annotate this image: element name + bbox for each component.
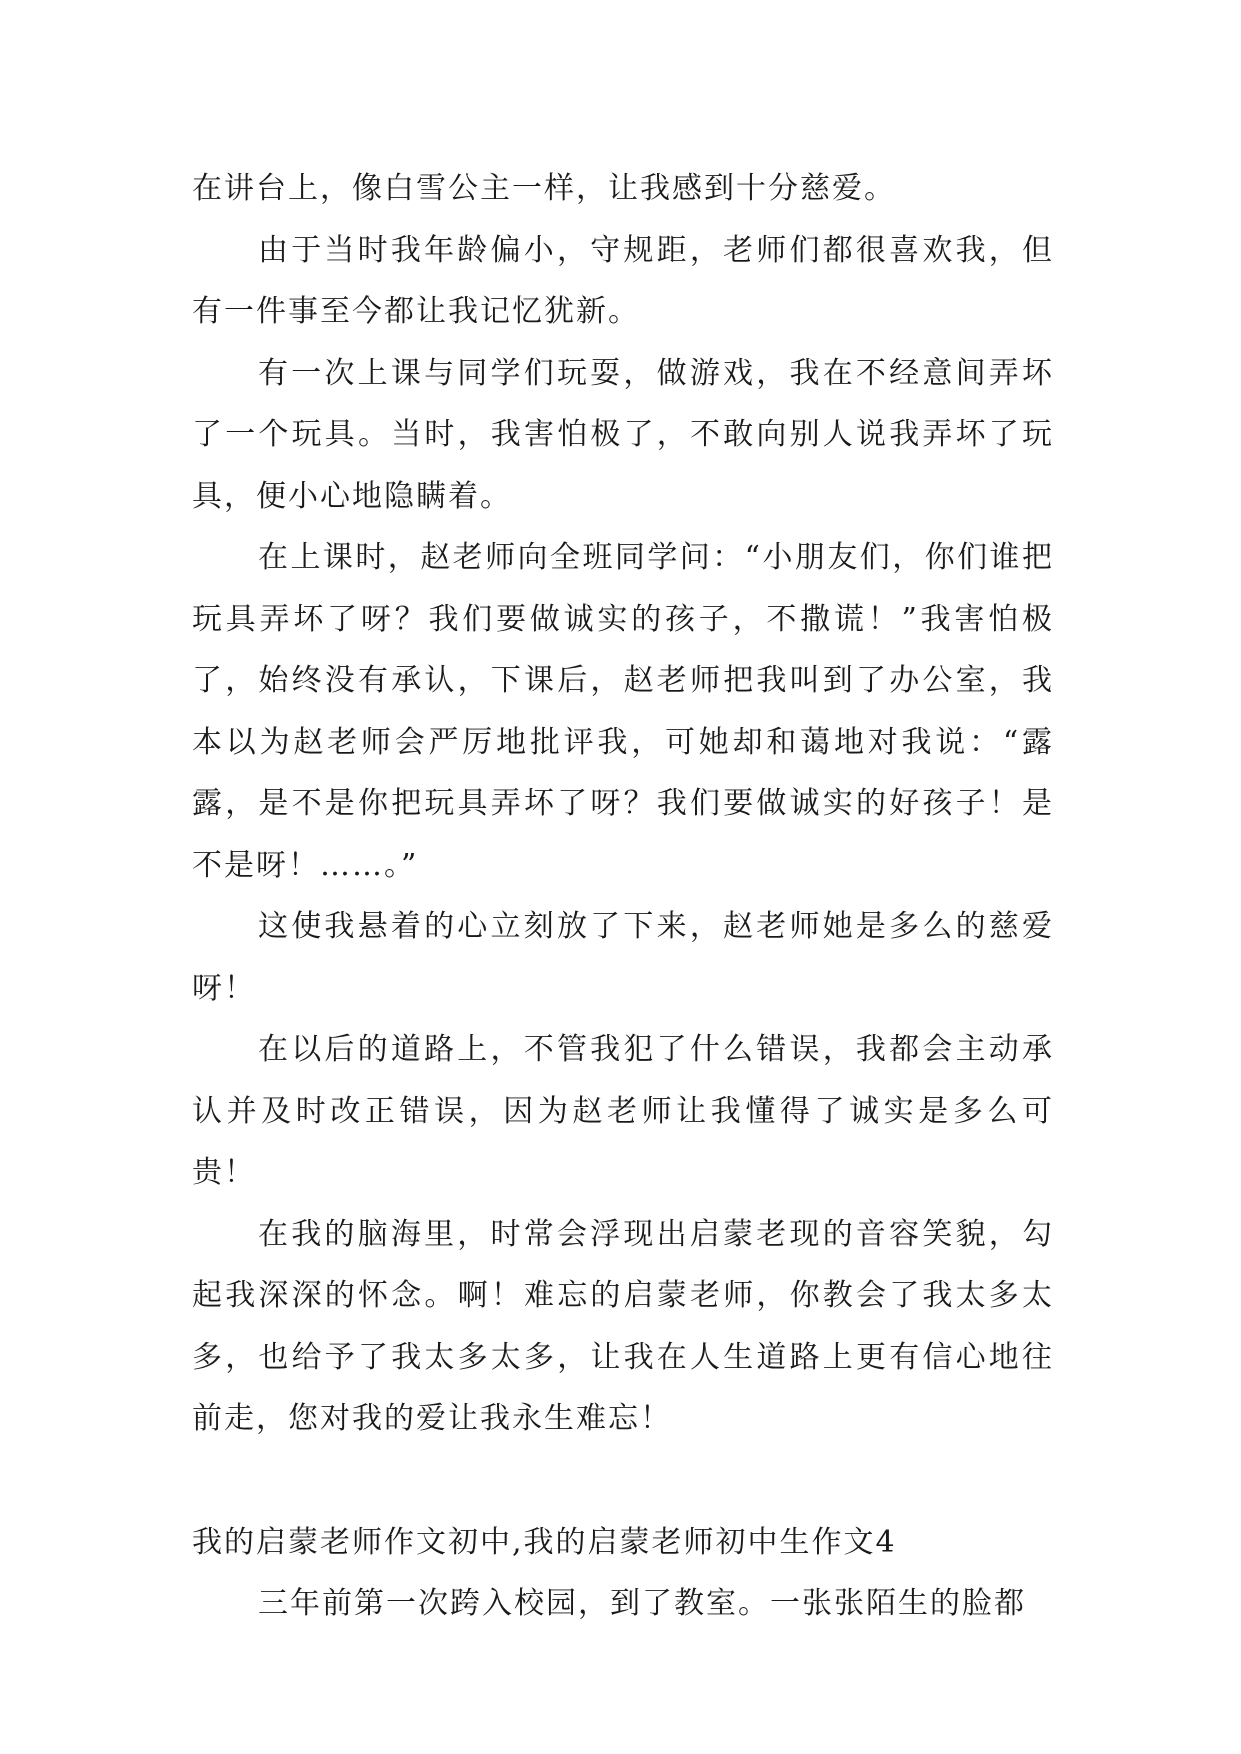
document-body: [192, 158, 1054, 1635]
paragraph: 在以后的道路上，不管我犯了什么错误，我都会主动承认并及时改正错误，因为赵老师让我懂得了诚实是多么可贵！: [192, 1032, 1054, 1190]
paragraph: 在上课时，赵老师向全班同学问：“小朋友们，你们谁把玩具弄坏了呀？我们要做诚实的孩子，不撒谎！”我害怕极了，始终没有承认，下课后，赵老师把我叫到了办公室，我本以为赵老师会严厉地批评我，可她却和蔼地对我说：“露露，是不是你把玩具弄坏了呀？我们要做诚实的好孩子！是不是呀！……。”: [192, 540, 1054, 883]
paragraph: 由于当时我年龄偏小，守规距，老师们都很喜欢我，但有一件事至今都让我记忆犹新。: [192, 232, 1054, 329]
paragraph: 这使我悬着的心立刻放了下来，赵老师她是多么的慈爱呀！: [192, 909, 1054, 1006]
paragraph: 在讲台上，像白雪公主一样，让我感到十分慈爱。: [192, 171, 896, 206]
paragraph: 有一次上课与同学们玩耍，做游戏，我在不经意间弄坏了一个玩具。当时，我害怕极了，不敢向别人说我弄坏了玩具，便小心地隐瞒着。: [192, 355, 1054, 514]
paragraph: 在我的脑海里，时常会浮现出启蒙老现的音容笑貌，勾起我深深的怀念。啊！难忘的启蒙老师，你教会了我太多太多，也给予了我太多太多，让我在人生道路上更有信心地往前走，您对我的爱让我永生难忘！: [192, 1216, 1054, 1436]
paragraph: 三年前第一次跨入校园，到了教室。一张张陌生的脸都: [258, 1586, 1026, 1621]
section-heading: 我的启蒙老师作文初中,我的启蒙老师初中生作文4: [192, 1524, 897, 1560]
